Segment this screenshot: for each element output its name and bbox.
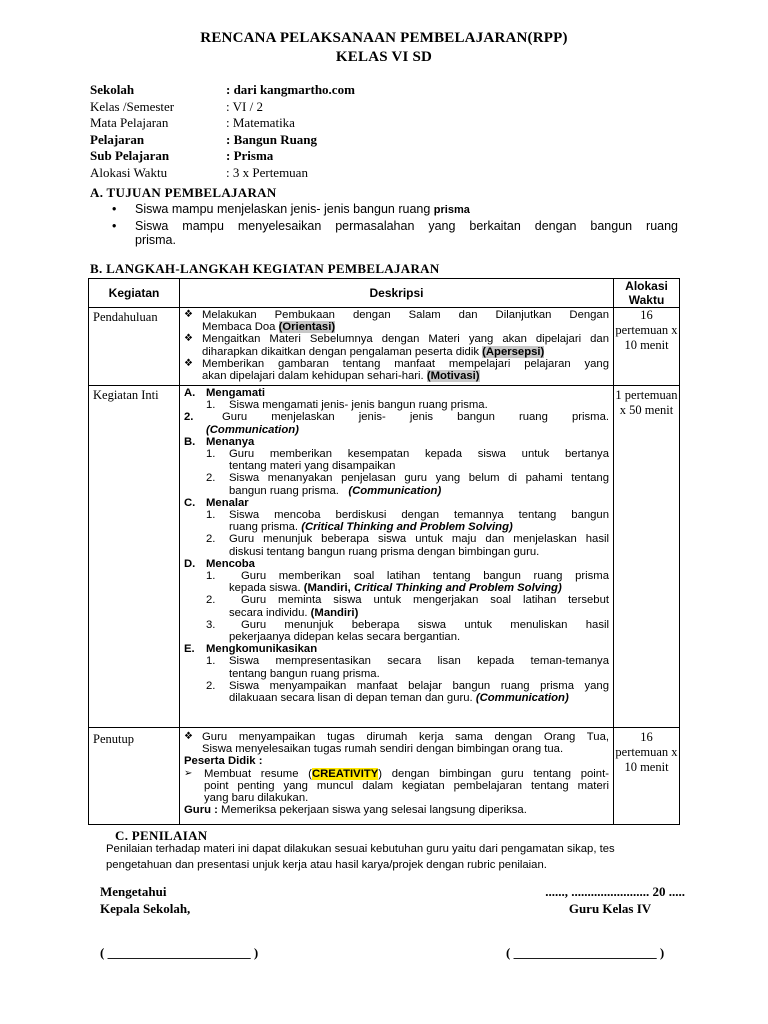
alokasi-pendahuluan: 16 pertemuan x 10 menit [614, 308, 680, 386]
objectives-list [112, 202, 678, 249]
document-subtitle: KELAS VI SD [335, 49, 433, 65]
kegiatan-inti: Kegiatan Inti [89, 386, 180, 728]
arrow-bullet-icon: ➢ [184, 767, 193, 779]
identity-row [90, 132, 355, 149]
identity-value: : Bangun Ruang [226, 131, 318, 147]
list-item [112, 219, 678, 248]
objective-text: Siswa mampu menyelesaikan permasalahan yang berkaitan dengan bangun ruang [135, 218, 678, 233]
document-title: RENCANA PELAKSANAAN PEMBELAJARAN(RPP) [200, 30, 568, 46]
deskripsi-pendahuluan: ❖ Melakukan Pembukaan dengan Salam dan Dilanjutkan Dengan Membaca Doa (Orientasi) ❖ Mengaitkan Materi Sebelumnya dengan Materi yang akan dipelajari dan diharapkan dikaitkan dengan pengalaman peserta didik (Apersepsi) ❖ Memberikan gambaran tentang manfaat mempelajari pelajaran yang akan dipelajari dalam kehidupan sehari-hari. (Motivasi) [180, 308, 614, 386]
assessment-text: Penilaian terhadap materi ini dapat dilakukan sesuai kebutuhan guru yaitu dari pengamatan sikap, tes pengetahuan dan presentasi unjuk kerja atau hasil karya/projek dengan rubric penilaian. [106, 843, 615, 871]
deskripsi-inti: A. Mengamati 1. Siswa mengamati jenis- jenis bangun ruang prisma. 2. Guru menjelaskan jenis- jenis bangun ruang prisma. (Communication) B. Menanya 1. Guru memberikan kesempatan kepada siswa untuk bertanya tentang materi yang disampaikan 2. Siswa menanyakan penjelasan guru yang belum di pahami tentang bangun ruang prisma. (Communication) C. Menalar 1. Siswa mencoba berdiskusi dengan temannya tentang bangun ruang prisma. (Critical Thinking and Problem Solving) 2. Guru menunjuk beberapa siswa untuk maju dan menjelaskan hasil diskusi tentang bangun ruang prisma dengan bimbingan guru. D. Mencoba 1. Guru memberikan soal latihan tentang bangun ruang prisma kepada siswa. (Mandiri, Critical Thinking and Problem Solving) 2. Guru meminta siswa untuk mengerjakan soal latihan tersebut secara individu. (Mandiri) 3. Guru menunjuk beberapa siswa untuk menuliskan hasil pekerjaanya didepan kelas secara bergantian. E. Mengkomunikasikan 1. Siswa mempresentasikan secara lisan kepada teman-temanya tentang bangun ruang prisma. 2. Siswa menyampaikan manfaat belajar bangun ruang prisma yang dilakuaan secara lisan di depan teman dan guru. (Communication) [180, 386, 614, 728]
list-item [112, 202, 678, 218]
objective-text: Siswa mampu menjelaskan jenis- jenis bangun ruang [135, 202, 431, 216]
identity-value: : Matematika [226, 115, 295, 130]
deskripsi-penutup: ❖ Guru menyampaikan tugas dirumah kerja sama dengan Orang Tua, Siswa menyelesaikan tugas rumah sendiri dengan bimbingan orang tua. Peserta Didik : ➢ Membuat resume (CREATIVITY) dengan bimbingan guru tentang point- point penting yang muncul dalam kegiatan pembelajaran tentang materi yang baru dilakukan. Guru : Memeriksa pekerjaan siswa yang selesai langsung diperiksa. [180, 728, 614, 825]
section-c-heading: C. PENILAIAN [115, 828, 208, 843]
activity-table [88, 278, 680, 825]
identity-value: : dari kangmartho.com [226, 82, 355, 97]
signature-left: Mengetahui Kepala Sekolah, [100, 884, 191, 916]
diamond-bullet-icon: ❖ [184, 357, 193, 369]
peserta-label: Peserta Didik : [184, 755, 263, 768]
guru-label: Guru : [184, 804, 218, 817]
table-row [89, 308, 680, 386]
identity-block [90, 82, 355, 181]
alokasi-penutup: 16 pertemuan x 10 menit [614, 728, 680, 825]
bullet-icon: • [112, 202, 117, 216]
identity-value: : 3 x Pertemuan [226, 164, 308, 180]
header-deskripsi: Deskripsi [180, 279, 614, 308]
identity-label: Sekolah [90, 82, 135, 97]
identity-row [90, 82, 355, 99]
objective-tail: prisma [433, 204, 470, 216]
identity-row [90, 165, 355, 182]
signature-blank-left: ( ______________________ ) [100, 945, 259, 960]
table-row [89, 386, 680, 728]
identity-label: Kelas /Semester [90, 98, 175, 114]
identity-value: : Prisma [226, 148, 274, 163]
diamond-bullet-icon: ❖ [184, 731, 193, 742]
section-a-heading: A. TUJUAN PEMBELAJARAN [90, 185, 277, 200]
identity-value: : VI / 2 [226, 98, 263, 114]
bullet-icon: • [112, 218, 117, 233]
identity-row [90, 148, 355, 165]
section-b-heading: B. LANGKAH-LANGKAH KEGIATAN PEMBELAJARAN [90, 261, 440, 276]
alokasi-inti: 1 pertemuan x 50 menit [614, 386, 680, 728]
identity-row [90, 115, 355, 132]
diamond-bullet-icon: ❖ [184, 309, 193, 320]
header-alokasi: Alokasi Waktu [614, 279, 680, 308]
identity-label: Mata Pelajaran [90, 115, 169, 130]
objective-text-cont: prisma. [135, 233, 176, 247]
kegiatan-penutup: Penutup [89, 728, 180, 825]
kegiatan-pendahuluan: Pendahuluan [89, 308, 180, 386]
header-kegiatan: Kegiatan [89, 279, 180, 308]
signature-right: ......, ........................ 20 ..... Guru Kelas IV [545, 884, 685, 916]
identity-label: Sub Pelajaran [90, 148, 170, 163]
identity-row [90, 99, 355, 116]
table-header-row [89, 279, 680, 308]
table-row [89, 728, 680, 825]
identity-label: Pelajaran [90, 131, 145, 147]
identity-label: Alokasi Waktu [90, 164, 168, 180]
signature-blank-right: ( ______________________ ) [506, 945, 665, 960]
diamond-bullet-icon: ❖ [184, 333, 193, 345]
